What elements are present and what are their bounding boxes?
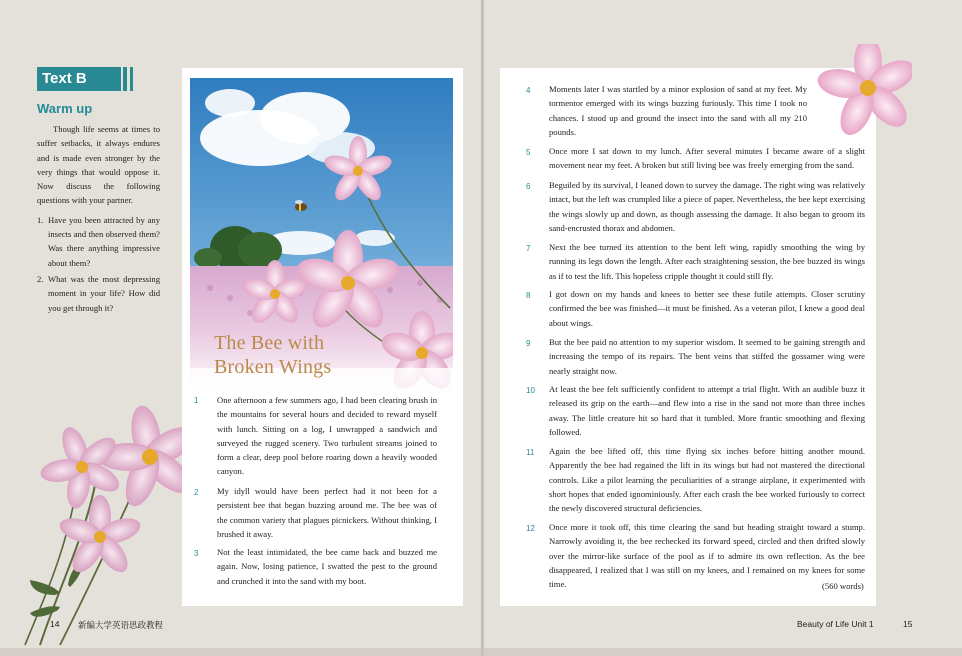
- text-label-tab: Text B: [37, 67, 127, 91]
- page-number-right: 15: [903, 619, 913, 629]
- article-title-line: The Bee with: [214, 332, 325, 354]
- cosmos-flowers-illustration: [0, 395, 200, 650]
- paragraph-number: 1: [194, 396, 199, 405]
- paragraph: I got down on my hands and knees to better see these futile attempts. Closer scrutiny confirmed the bee was finished—it must be finished. As a veteran pilot, I knew a good deal about wings.: [549, 289, 865, 328]
- paragraph: Beguiled by its survival, I leaned down to survey the damage. The right wing was relatively intact, but the left was crumpled like a piece of paper. Nevertheless, the bee kept exercising the wings slowly up and down, as though assessing the damage. It also began to groom its sand-encrusted thorax and abdomen.: [549, 180, 865, 233]
- paragraph: Next the bee turned its attention to the bent left wing, rapidly smoothing the wing by running its legs down the length. After each straightening session, the bee buzzed its wings as if to test the lift. This hopeless cripple thought it could still fly.: [549, 242, 865, 281]
- paragraph-number: 2: [194, 488, 199, 497]
- paragraph: Moments later I was startled by a minor explosion of sand at my feet. My tormentor emerged with its wings buzzing furiously. This time I took no chances. I stood up and ground the insect into the sand with all my 210 pounds.: [549, 84, 807, 137]
- unit-footer: Beauty of Life Unit 1: [797, 619, 874, 629]
- paragraph: Once more it took off, this time clearing the sand but heading straight toward a stump. Narrowly avoiding it, the bee rechecked its forward speed, circled and then drifted slowly over the mirror-like surface of the pool as if to admire its own reflection. As the bee disappeared, I realized that I was still on my knees, and I remained on my knees for some time.: [549, 522, 865, 590]
- paragraph: Again the bee lifted off, this time flying six inches before hitting another mound. Apparently the bee had regained the lift in its wings but had not mastered the directional controls. Like a pilot learning the peculiarities of a strange airplane, it experimented with short hopes that ended ignominiously. After each crash the bee worked furiously to correct the newly discovered structural deficiencies.: [549, 446, 865, 514]
- book-gutter: [481, 0, 484, 656]
- article-title: [214, 331, 331, 379]
- warmup-heading: Warm up: [37, 101, 93, 116]
- question-text: What was the most depressing moment in your life? How did you get through it?: [48, 273, 160, 313]
- paragraph: But the bee paid no attention to my superior wisdom. It seemed to be gaining strength and increasing the tempo of its repairs. The bent veins that stiffed the gossamer wing were nearly straight now.: [549, 337, 865, 376]
- paragraph: Once more I sat down to my lunch. After several minutes I became aware of a slight movement near my feet. A broken but still living bee was freely emerging from the sand.: [549, 146, 865, 171]
- paragraph: At least the bee felt sufficiently confident to attempt a trial flight. With an audible buzz it released its grip on the earth—and flew into a rise in the sand not more than three inches away. The little creature hit so hard that it tumbled. More frantic smoothing and flexing followed.: [549, 384, 865, 437]
- tab-divider: [121, 67, 123, 91]
- paragraph-number: 7: [526, 244, 531, 253]
- question-text: Have you been attracted by any insects and then observed them? Was there anything impressive about them?: [48, 214, 160, 268]
- question-number: 2.: [37, 273, 44, 284]
- paragraph-number: 4: [526, 86, 531, 95]
- article-title-line: Broken Wings: [214, 356, 332, 378]
- warmup-question: [37, 213, 160, 270]
- paragraph: One afternoon a few summers ago, I had been clearing brush in the mountains for several hours and decided to reward myself with lunch. Sitting on a log, I unwrapped a sandwich and surveyed the rugged scenery. Two turbulent streams joined to form a clear, deep pool before roaring down a heavily wooded canyon.: [217, 395, 437, 477]
- cosmos-flower-corner: [808, 44, 912, 136]
- warmup-section: [37, 122, 160, 317]
- paragraph-number: 3: [194, 549, 199, 558]
- paragraph-number: 10: [526, 386, 535, 395]
- paragraph-number: 6: [526, 182, 531, 191]
- warmup-questions: [37, 213, 160, 315]
- warmup-intro: Though life seems at times to suffer setbacks, it always endures and is made even stronger by the very things that would oppose it. Now discuss the following questions with your partner.: [37, 124, 160, 206]
- paragraph: Not the least intimidated, the bee came back and buzzed me again. Now, losing patience, I swatted the pest to the ground and crunched it into the sand with my boot.: [217, 547, 437, 586]
- paragraph: My idyll would have been perfect had it not been for a persistent bee that began buzzing around me. The bee was of the common variety that plagues picnickers. Without thinking, I brushed it away.: [217, 486, 437, 539]
- paragraph-number: 8: [526, 291, 531, 300]
- paragraph-number: 12: [526, 524, 535, 533]
- question-number: 1.: [37, 214, 44, 225]
- book-title-footer: 新编大学英语思政教程: [78, 620, 164, 630]
- warmup-question: [37, 272, 160, 315]
- paragraph-number: 9: [526, 339, 531, 348]
- paragraph-number: 11: [526, 448, 535, 457]
- word-count: (560 words): [822, 581, 864, 591]
- page-number-left: 14: [50, 619, 60, 629]
- paragraph-number: 5: [526, 148, 531, 157]
